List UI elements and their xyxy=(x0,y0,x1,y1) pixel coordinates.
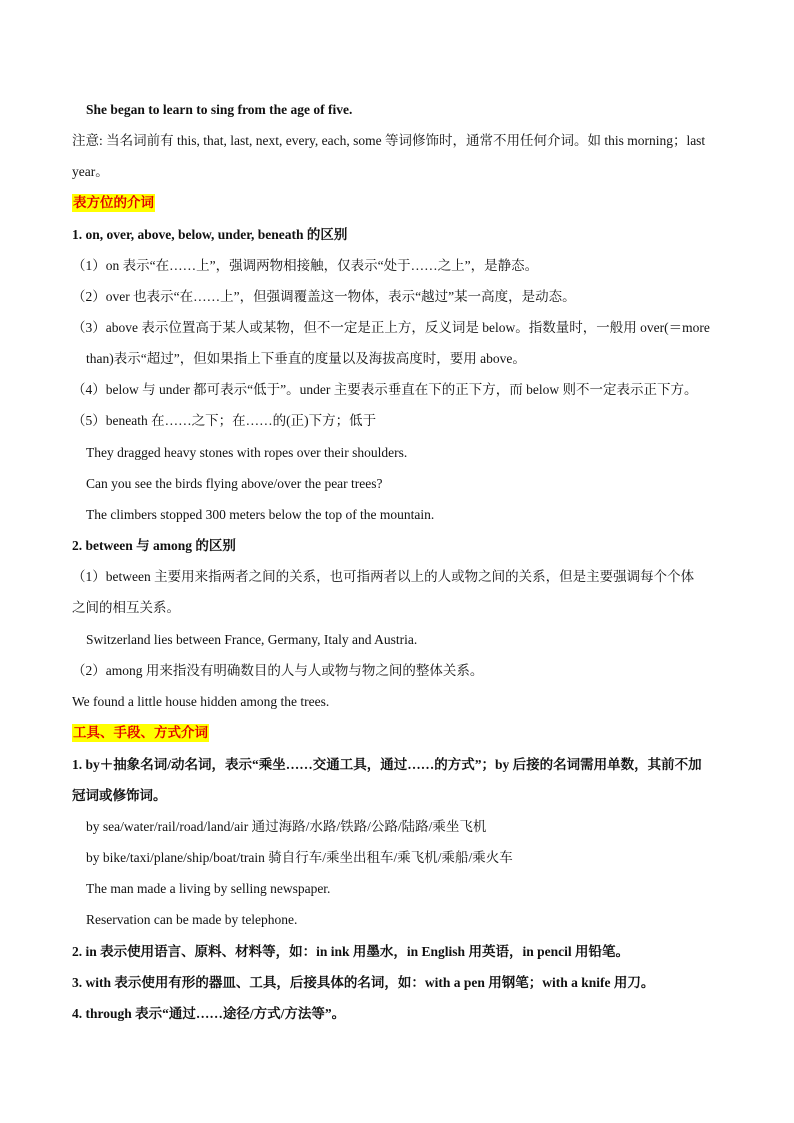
list-item-cont: than)表示“超过”，但如果指上下垂直的度量以及海拔高度时，要用 above。 xyxy=(86,351,526,366)
rule-in xyxy=(72,943,724,961)
list-item: （1）between 主要用来指两者之间的关系，也可指两者以上的人或物之间的关系，但是主要强调每个个体 xyxy=(72,569,695,584)
rule-through: 4. through 表示“通过……途径/方式/方法等”。 xyxy=(72,1006,346,1021)
section-heading-tools xyxy=(72,724,724,742)
note-text-cont: year。 xyxy=(72,164,109,179)
example-sentence: We found a little house hidden among the trees. xyxy=(72,694,330,709)
list-item: （2）among 用来指没有明确数目的人与人或物与物之间的整体关系。 xyxy=(72,663,484,678)
note-text: 注意: 当名词前有 this, that, last, next, every, each, some 等词修饰时，通常不用任何介词。如 this morning；last xyxy=(72,133,706,148)
example-sentence: Switzerland lies between France, Germany, Italy and Austria. xyxy=(86,632,418,647)
list-item: （2）over 也表示“在……上”，但强调覆盖这一物体，表示“越过”某一高度，是动态。 xyxy=(72,289,576,304)
rule-in-text: 2. in 表示使用语言、原料、材料等，如：in ink 用墨水，in English 用英语，in pencil 用铅笔。 xyxy=(72,944,629,959)
list-item: （1）on 表示“在……上”，强调两物相接触，仅表示“处于……之上”，是静态。 xyxy=(72,258,539,273)
example-sentence: Reservation can be made by telephone. xyxy=(86,912,298,927)
example-sentence: The man made a living by selling newspaper. xyxy=(86,881,331,896)
rule-with-text: 3. with 表示使用有形的器皿、工具，后接具体的名词，如：with a pen 用钢笔；with a knife 用刀。 xyxy=(72,975,655,990)
example-sentence: They dragged heavy stones with ropes over their shoulders. xyxy=(86,445,408,460)
example-phrase: by sea/water/rail/road/land/air 通过海路/水路/铁路/公路/陆路/乘坐飞机 xyxy=(86,819,487,834)
list-item: （3）above 表示位置高于某人或某物，但不一定是正上方，反义词是 below。指数量时，一般用 over(＝more xyxy=(72,320,710,335)
example-sentence: She began to learn to sing from the age of five. xyxy=(86,102,353,117)
subheading-between-among: 2. between 与 among 的区别 xyxy=(72,538,236,553)
rule-with xyxy=(72,974,724,992)
example-sentence: Can you see the birds flying above/over the pear trees? xyxy=(86,476,383,491)
subheading-by-cont: 冠词或修饰词。 xyxy=(72,788,167,803)
section-heading-direction xyxy=(72,194,724,212)
example-sentence: The climbers stopped 300 meters below the top of the mountain. xyxy=(86,507,435,522)
highlight-label: 表方位的介词 xyxy=(73,195,154,210)
subheading-by: 1. by＋抽象名词/动名词，表示“乘坐……交通工具，通过……的方式”；by 后接的名词需用单数，其前不加 xyxy=(72,757,702,772)
list-item: （5）beneath 在……之下；在……的(正)下方；低于 xyxy=(72,413,377,428)
subheading-on-over: 1. on, over, above, below, under, beneath 的区别 xyxy=(72,227,348,242)
list-item-cont: 之间的相互关系。 xyxy=(72,600,180,615)
highlight-label: 工具、手段、方式介词 xyxy=(73,725,208,740)
list-item: （4）below 与 under 都可表示“低于”。under 主要表示垂直在下的正下方，而 below 则不一定表示正下方。 xyxy=(72,382,698,397)
example-phrase: by bike/taxi/plane/ship/boat/train 骑自行车/乘坐出租车/乘飞机/乘船/乘火车 xyxy=(86,850,513,865)
